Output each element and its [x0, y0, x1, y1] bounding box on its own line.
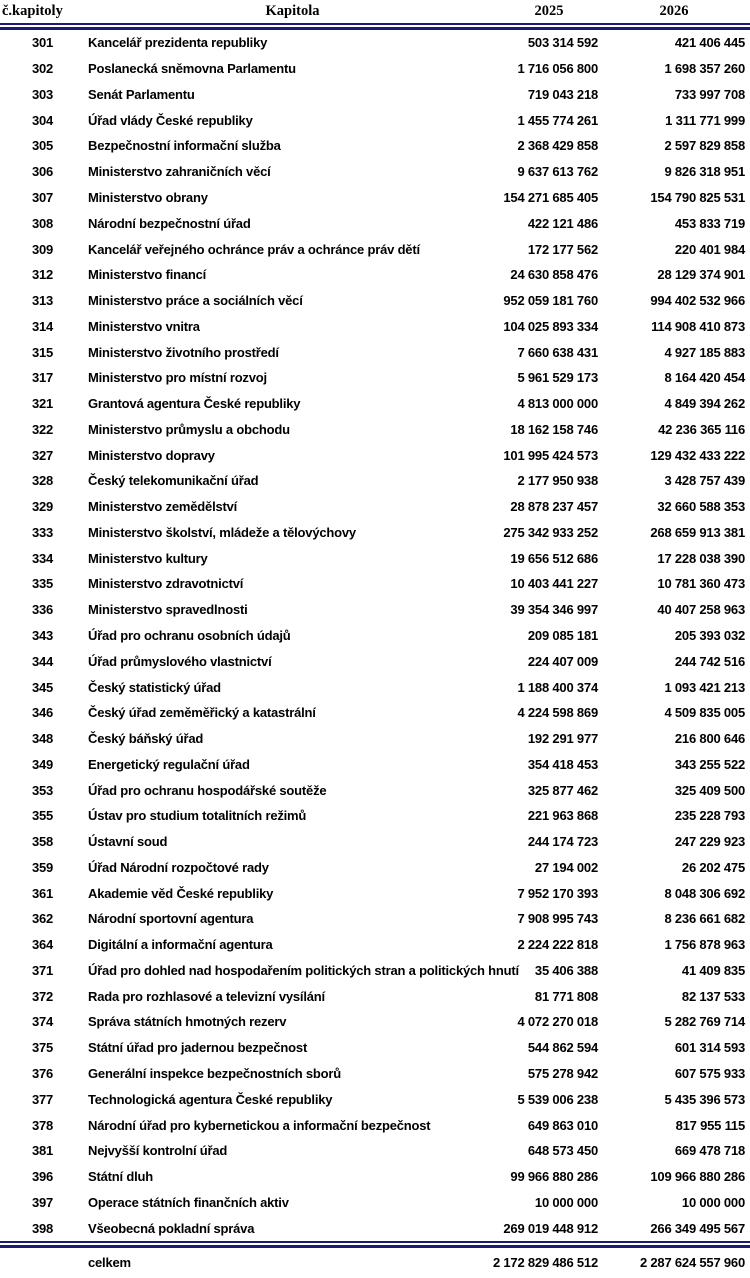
chapter-number-cell: 312: [31, 267, 54, 283]
table-row: [0, 983, 750, 1009]
value-2026-cell: 9 826 318 951: [664, 164, 745, 180]
chapter-number-cell: 374: [31, 1014, 54, 1030]
value-2026-cell: 1 093 421 213: [664, 679, 745, 695]
table-row: [0, 751, 750, 777]
value-2025-cell: 101 995 424 573: [503, 447, 598, 463]
value-2026-cell: 994 402 532 966: [650, 293, 745, 309]
total-divider-rule: [0, 1241, 750, 1248]
value-2025-cell: 649 863 010: [527, 1117, 598, 1133]
table-row: [0, 700, 750, 726]
chapter-name-cell: Úřad Národní rozpočtové rady: [88, 859, 269, 875]
chapter-name-cell: Senát Parlamentu: [88, 86, 195, 102]
chapter-name-cell: Grantová agentura České republiky: [88, 396, 301, 412]
chapter-name-cell: Ministerstvo dopravy: [88, 447, 215, 463]
value-2025-cell: 39 354 346 997: [510, 602, 598, 618]
chapter-number-cell: 315: [31, 344, 54, 360]
table-header-row: [0, 0, 750, 23]
table-row: [0, 339, 750, 365]
chapter-number-cell: 307: [31, 189, 54, 205]
chapter-name-cell: Státní úřad pro jadernou bezpečnost: [88, 1040, 308, 1056]
chapter-name-cell: Ministerstvo zdravotnictví: [88, 576, 244, 592]
chapter-name-cell: Ministerstvo zemědělství: [88, 499, 238, 515]
value-2025-cell: 18 162 158 746: [510, 421, 598, 437]
chapter-name-cell: Ministerstvo pro místní rozvoj: [88, 370, 267, 386]
value-2026-cell: 607 575 933: [674, 1066, 745, 1081]
chapter-name-cell: Národní bezpečnostní úřad: [88, 215, 251, 231]
table-row: [0, 520, 750, 546]
value-2026-cell: 343 255 522: [674, 756, 745, 772]
chapter-name-cell: Ústav pro studium totalitních režimů: [88, 808, 307, 824]
header-year-2025: 2025: [534, 3, 564, 19]
value-2026-cell: 268 659 913 381: [650, 524, 745, 540]
chapter-name-cell: Akademie věd České republiky: [88, 885, 274, 901]
chapter-name-cell: Energetický regulační úřad: [88, 756, 250, 772]
value-2025-cell: 221 963 868: [527, 808, 598, 824]
chapter-number-cell: 303: [31, 86, 54, 102]
value-2026-cell: 5 435 396 573: [664, 1091, 745, 1107]
chapter-name-cell: Operace státních finančních aktiv: [88, 1194, 289, 1210]
chapter-number-cell: 361: [31, 885, 54, 901]
chapter-number-cell: 396: [31, 1169, 54, 1185]
chapter-name-cell: Kancelář veřejného ochránce práv a ochránce práv dětí: [88, 241, 420, 257]
value-2025-cell: 2 368 429 858: [517, 138, 598, 154]
chapter-name-cell: Ministerstvo vnitra: [88, 318, 200, 334]
table-row: [0, 674, 750, 700]
chapter-number-cell: 359: [31, 859, 54, 875]
chapter-number-cell: 302: [31, 61, 54, 77]
value-2025-cell: 35 406 388: [534, 962, 598, 978]
value-2025-cell: 4 072 270 018: [517, 1014, 598, 1030]
table-row: [0, 880, 750, 906]
chapter-name-cell: Úřad pro ochranu hospodářské soutěže: [88, 782, 327, 798]
chapter-number-cell: 321: [31, 396, 54, 412]
chapter-number-cell: 333: [31, 524, 54, 540]
value-2025-cell: 2 224 222 818: [517, 937, 598, 953]
table-row: [0, 648, 750, 674]
value-2025-cell: 10 403 441 227: [510, 576, 598, 592]
chapter-name-cell: Ministerstvo obrany: [88, 189, 208, 205]
table-row: [0, 185, 750, 211]
chapter-number-cell: 329: [31, 499, 54, 515]
total-row: [0, 1248, 750, 1278]
value-2025-cell: 422 121 486: [527, 215, 598, 231]
value-2025-cell: 2 177 950 938: [517, 473, 598, 489]
chapter-name-cell: Národní úřad pro kybernetickou a informační bezpečnost: [88, 1117, 431, 1133]
value-2026-cell: 601 314 593: [674, 1040, 745, 1056]
table-row: [0, 133, 750, 159]
table-row: [0, 159, 750, 185]
total-label: celkem: [88, 1255, 131, 1271]
chapter-number-cell: 336: [31, 602, 54, 618]
chapter-name-cell: Technologická agentura České republiky: [88, 1091, 333, 1107]
chapter-number-cell: 348: [31, 731, 54, 747]
chapter-number-cell: 349: [31, 756, 54, 772]
chapter-number-cell: 313: [31, 293, 54, 309]
value-2025-cell: 5 539 006 238: [517, 1091, 598, 1107]
chapter-name-cell: Český báňský úřad: [88, 731, 204, 747]
table-row: [0, 958, 750, 984]
table-row: [0, 855, 750, 881]
value-2025-cell: 5 961 529 173: [517, 370, 598, 386]
value-2025-cell: 104 025 893 334: [503, 318, 598, 334]
value-2026-cell: 733 997 708: [674, 86, 745, 102]
chapter-name-cell: Ministerstvo kultury: [88, 550, 208, 566]
table-row: [0, 56, 750, 82]
table-row: [0, 726, 750, 752]
table-row: [0, 468, 750, 494]
chapter-name-cell: Rada pro rozhlasové a televizní vysílání: [88, 988, 325, 1004]
chapter-number-cell: 381: [31, 1143, 54, 1159]
chapter-number-cell: 306: [31, 164, 54, 180]
chapter-name-cell: Ministerstvo financí: [88, 267, 207, 283]
value-2026-cell: 3 428 757 439: [664, 473, 745, 489]
table-row: [0, 1009, 750, 1035]
chapter-number-cell: 343: [31, 627, 54, 643]
chapter-number-cell: 355: [31, 808, 54, 824]
chapter-number-cell: 345: [31, 679, 54, 695]
table-row: [0, 313, 750, 339]
chapter-number-cell: 304: [31, 112, 54, 128]
value-2025-cell: 4 813 000 000: [517, 396, 598, 412]
chapter-name-cell: Poslanecká sněmovna Parlamentu: [88, 61, 296, 77]
chapter-name-cell: Digitální a informační agentura: [88, 937, 273, 953]
table-row: [0, 803, 750, 829]
value-2026-cell: 114 908 410 873: [651, 318, 745, 334]
chapter-name-cell: Kancelář prezidenta republiky: [88, 35, 268, 51]
value-2026-cell: 1 756 878 963: [664, 937, 745, 953]
value-2025-cell: 24 630 858 476: [510, 267, 598, 283]
value-2026-cell: 325 409 500: [674, 782, 745, 798]
chapter-name-cell: Ústavní soud: [88, 834, 168, 850]
chapter-name-cell: Bezpečnostní informační služba: [88, 138, 281, 154]
table-row: [0, 597, 750, 623]
table-row: [0, 416, 750, 442]
chapter-number-cell: 378: [31, 1117, 54, 1133]
chapter-number-cell: 335: [31, 576, 54, 592]
chapter-name-cell: Všeobecná pokladní správa: [88, 1220, 255, 1236]
chapter-name-cell: Český telekomunikační úřad: [88, 473, 259, 489]
table-row: [0, 1112, 750, 1138]
table-row: [0, 107, 750, 133]
value-2026-cell: 1 698 357 260: [664, 61, 745, 77]
chapter-name-cell: Národní sportovní agentura: [88, 911, 254, 927]
chapter-number-cell: 377: [31, 1091, 54, 1107]
header-year-2026: 2026: [659, 3, 689, 19]
value-2026-cell: 26 202 475: [681, 859, 745, 875]
chapter-number-cell: 305: [31, 138, 54, 154]
value-2026-cell: 41 409 835: [681, 962, 745, 978]
table-row: [0, 1035, 750, 1061]
value-2025-cell: 7 952 170 393: [517, 885, 598, 901]
table-row: [0, 571, 750, 597]
chapter-name-cell: Český statistický úřad: [88, 679, 221, 695]
chapter-number-cell: 358: [31, 834, 54, 850]
chapter-name-cell: Nejvyšší kontrolní úřad: [88, 1143, 228, 1159]
table-row: [0, 442, 750, 468]
value-2026-cell: 32 660 588 353: [657, 499, 745, 515]
value-2026-cell: 28 129 374 901: [657, 267, 745, 283]
value-2025-cell: 10 000 000: [534, 1194, 598, 1210]
chapter-number-cell: 398: [31, 1220, 54, 1236]
value-2025-cell: 275 342 933 252: [503, 524, 598, 540]
table-row: [0, 1215, 750, 1241]
table-row: [0, 82, 750, 108]
chapter-number-cell: 327: [31, 447, 54, 463]
chapter-number-cell: 308: [31, 215, 54, 231]
value-2026-cell: 817 955 115: [675, 1117, 745, 1133]
chapter-number-cell: 309: [31, 241, 54, 257]
value-2026-cell: 4 509 835 005: [664, 705, 745, 721]
chapter-name-cell: Generální inspekce bezpečnostních sborů: [88, 1066, 341, 1081]
chapter-name-cell: Ministerstvo průmyslu a obchodu: [88, 421, 290, 437]
chapter-name-cell: Úřad pro dohled nad hospodařením politických stran a politických hnutí: [88, 962, 519, 978]
chapter-number-cell: 314: [31, 318, 54, 334]
chapter-name-cell: Ministerstvo životního prostředí: [88, 344, 279, 360]
table-row: [0, 262, 750, 288]
value-2026-cell: 17 228 038 390: [657, 550, 745, 566]
value-2025-cell: 19 656 512 686: [510, 550, 598, 566]
value-2025-cell: 1 188 400 374: [517, 679, 598, 695]
chapter-number-cell: 371: [31, 962, 54, 978]
value-2025-cell: 7 908 995 743: [517, 911, 598, 927]
value-2026-cell: 40 407 258 963: [657, 602, 745, 618]
value-2026-cell: 453 833 719: [674, 215, 745, 231]
value-2025-cell: 154 271 685 405: [503, 189, 598, 205]
header-divider-rule: [0, 23, 750, 30]
table-row: [0, 236, 750, 262]
value-2025-cell: 354 418 453: [527, 756, 598, 772]
value-2026-cell: 216 800 646: [674, 731, 745, 747]
value-2026-cell: 244 742 516: [674, 653, 745, 669]
value-2026-cell: 247 229 923: [674, 834, 745, 850]
value-2025-cell: 503 314 592: [527, 35, 598, 51]
chapter-number-cell: 353: [31, 782, 54, 798]
chapter-number-cell: 397: [31, 1194, 54, 1210]
chapter-number-cell: 346: [31, 705, 54, 721]
value-2026-cell: 4 927 185 883: [664, 344, 745, 360]
value-2026-cell: 129 432 433 222: [650, 447, 745, 463]
value-2026-cell: 8 048 306 692: [664, 885, 745, 901]
value-2025-cell: 209 085 181: [527, 627, 598, 643]
table-row: [0, 932, 750, 958]
chapter-number-cell: 328: [31, 473, 54, 489]
chapter-number-cell: 322: [31, 421, 54, 437]
total-value-2026: 2 287 624 557 960: [639, 1255, 745, 1271]
value-2026-cell: 154 790 825 531: [650, 189, 745, 205]
table-row: [0, 545, 750, 571]
chapter-number-cell: 376: [31, 1066, 54, 1081]
value-2025-cell: 27 194 002: [534, 859, 598, 875]
chapter-name-cell: Ministerstvo zahraničních věcí: [88, 164, 271, 180]
value-2025-cell: 81 771 808: [534, 988, 598, 1004]
value-2025-cell: 575 278 942: [527, 1066, 598, 1081]
value-2025-cell: 99 966 880 286: [510, 1169, 598, 1185]
value-2025-cell: 325 877 462: [527, 782, 598, 798]
chapter-name-cell: Státní dluh: [88, 1169, 153, 1185]
table-row: [0, 906, 750, 932]
chapter-number-cell: 317: [31, 370, 54, 386]
value-2026-cell: 8 164 420 454: [664, 370, 745, 386]
chapter-number-cell: 375: [31, 1040, 54, 1056]
value-2026-cell: 421 406 445: [674, 35, 745, 51]
table-body: [0, 30, 750, 1241]
value-2025-cell: 1 716 056 800: [517, 61, 598, 77]
value-2026-cell: 205 393 032: [674, 627, 745, 643]
value-2025-cell: 269 019 448 912: [503, 1220, 598, 1236]
chapter-number-cell: 301: [31, 35, 54, 51]
table-row: [0, 1189, 750, 1215]
value-2025-cell: 28 878 237 457: [510, 499, 598, 515]
value-2025-cell: 192 291 977: [527, 731, 598, 747]
value-2025-cell: 648 573 450: [527, 1143, 598, 1159]
chapter-number-cell: 362: [31, 911, 54, 927]
value-2025-cell: 224 407 009: [527, 653, 598, 669]
value-2025-cell: 9 637 613 762: [517, 164, 598, 180]
table-row: [0, 365, 750, 391]
value-2026-cell: 266 349 495 567: [650, 1220, 745, 1236]
chapter-name-cell: Ministerstvo práce a sociálních věcí: [88, 293, 303, 309]
table-row: [0, 829, 750, 855]
value-2026-cell: 4 849 394 262: [664, 396, 745, 412]
table-row: [0, 210, 750, 236]
header-chapter-number: č.kapitoly: [2, 3, 63, 19]
chapter-name-cell: Úřad vlády České republiky: [88, 112, 253, 128]
chapter-number-cell: 344: [31, 653, 54, 669]
value-2026-cell: 1 311 771 999: [665, 112, 745, 128]
value-2026-cell: 109 966 880 286: [650, 1169, 745, 1185]
header-chapter-name: Kapitola: [265, 3, 320, 19]
chapter-name-cell: Správa státních hmotných rezerv: [88, 1014, 287, 1030]
chapter-name-cell: Ministerstvo školství, mládeže a tělovýchovy: [88, 524, 356, 540]
value-2025-cell: 719 043 218: [527, 86, 598, 102]
value-2026-cell: 2 597 829 858: [664, 138, 745, 154]
table-row: [0, 288, 750, 314]
value-2025-cell: 544 862 594: [527, 1040, 598, 1056]
table-row: [0, 391, 750, 417]
table-row: [0, 777, 750, 803]
value-2026-cell: 5 282 769 714: [664, 1014, 745, 1030]
chapter-name-cell: Ministerstvo spravedlnosti: [88, 602, 248, 618]
table-row: [0, 1061, 750, 1087]
value-2025-cell: 952 059 181 760: [503, 293, 598, 309]
value-2026-cell: 10 781 360 473: [657, 576, 745, 592]
value-2026-cell: 235 228 793: [674, 808, 745, 824]
value-2026-cell: 42 236 365 116: [658, 421, 745, 437]
value-2025-cell: 172 177 562: [527, 241, 598, 257]
value-2025-cell: 1 455 774 261: [517, 112, 598, 128]
value-2025-cell: 7 660 638 431: [517, 344, 598, 360]
table-row: [0, 1086, 750, 1112]
total-value-2025: 2 172 829 486 512: [492, 1255, 598, 1271]
table-row: [0, 623, 750, 649]
value-2026-cell: 10 000 000: [681, 1194, 745, 1210]
value-2026-cell: 220 401 984: [674, 241, 745, 257]
value-2025-cell: 244 174 723: [527, 834, 598, 850]
value-2026-cell: 669 478 718: [674, 1143, 745, 1159]
table-row: [0, 494, 750, 520]
chapter-name-cell: Český úřad zeměměřický a katastrální: [88, 705, 316, 721]
chapter-number-cell: 364: [31, 937, 54, 953]
table-row: [0, 1164, 750, 1190]
chapter-number-cell: 334: [31, 550, 54, 566]
table-row: [0, 30, 750, 56]
chapter-name-cell: Úřad průmyslového vlastnictví: [88, 653, 272, 669]
value-2026-cell: 82 137 533: [681, 988, 745, 1004]
chapter-name-cell: Úřad pro ochranu osobních údajů: [88, 627, 291, 643]
value-2025-cell: 4 224 598 869: [517, 705, 598, 721]
table-row: [0, 1138, 750, 1164]
chapter-number-cell: 372: [31, 988, 54, 1004]
value-2026-cell: 8 236 661 682: [664, 911, 745, 927]
